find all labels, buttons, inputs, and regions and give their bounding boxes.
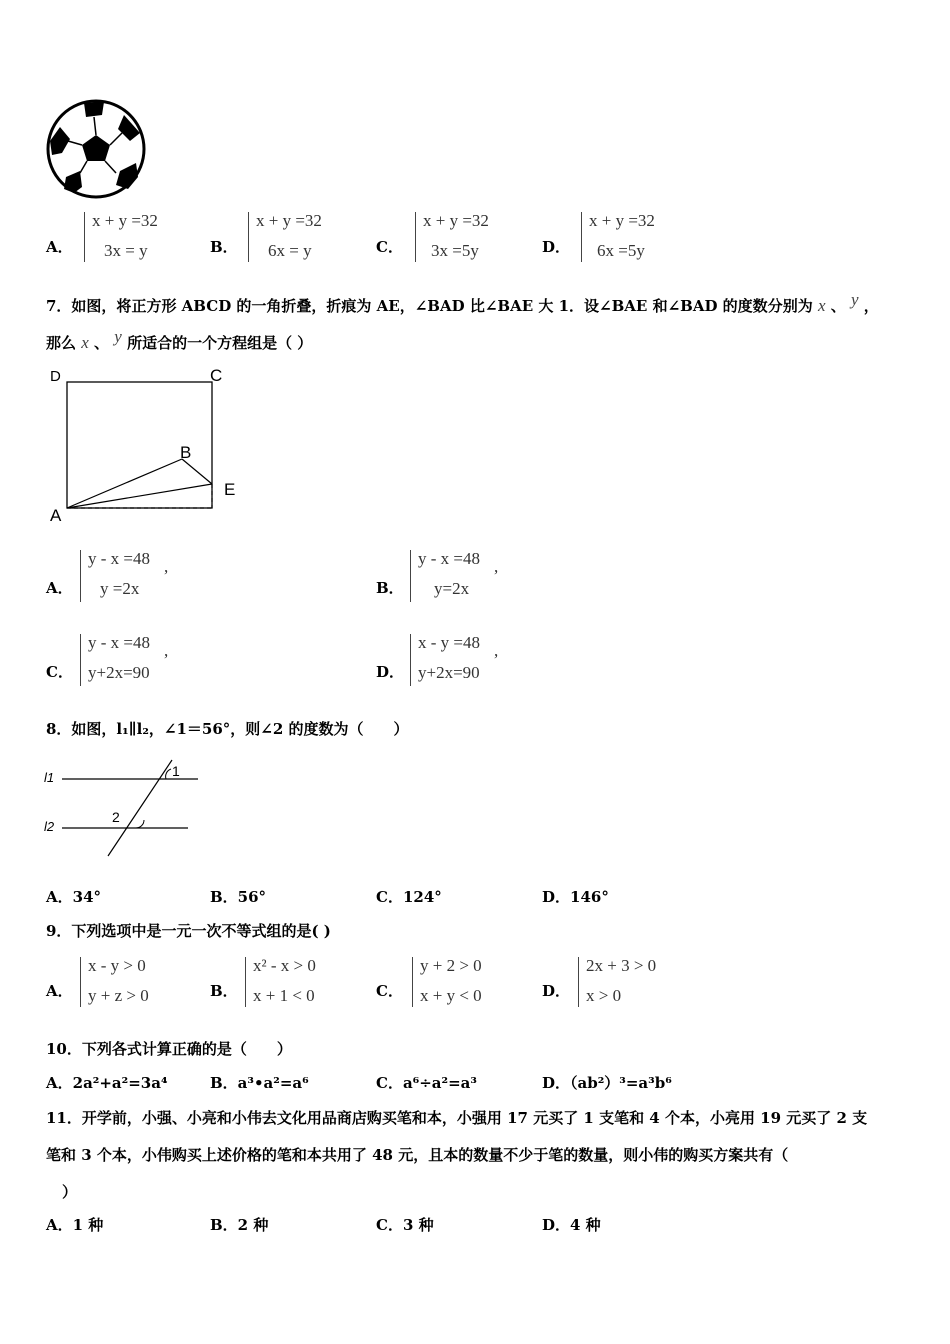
q9-c-line2: x + y < 0 xyxy=(420,986,482,1005)
q7-option-a-label: A． xyxy=(46,579,73,597)
q10-option-a: A．2a²+a²=3a⁴ xyxy=(46,1074,168,1092)
q9-option-c-brace xyxy=(412,957,419,1007)
q11-stem-line2: 笔和 3 个本，小伟购买上述价格的笔和本共用了 48 元，且本的数量不少于笔的数量，则小伟的购买方案共有（ xyxy=(46,1146,789,1164)
q9-stem: 9．下列选项中是一元一次不等式组的是( ) xyxy=(46,922,331,940)
q7-stem-suffix: 所适合的一个方程组是（ ） xyxy=(127,334,313,352)
q7-option-c-label: C． xyxy=(46,663,73,681)
q8-option-b: B．56° xyxy=(210,888,267,906)
q8-label-angle2: 2 xyxy=(112,809,120,825)
q7-sep2: 、 xyxy=(94,334,110,352)
q7-d-line1: x - y =48 xyxy=(418,633,480,652)
q7-label-b: B xyxy=(180,443,192,462)
q6-option-a-brace xyxy=(84,212,91,262)
q6-option-d-label: D． xyxy=(542,238,571,256)
q9-option-b-label: B． xyxy=(210,982,238,1000)
q10-option-d: D．（ab²）³=a³b⁶ xyxy=(542,1074,672,1092)
q9-b-line1: x² - x > 0 xyxy=(253,956,316,975)
soccer-ball-figure xyxy=(44,97,148,201)
q7-b-line1: y - x =48 xyxy=(418,549,480,568)
q11-option-c: C．3 种 xyxy=(376,1216,434,1234)
q7-option-c-brace xyxy=(80,634,87,686)
q7-b-tail: , xyxy=(494,557,499,576)
q9-option-a-label: A． xyxy=(46,982,73,1000)
q9-b-line2: x + 1 < 0 xyxy=(253,986,315,1005)
q9-d-line1: 2x + 3 > 0 xyxy=(586,956,657,975)
q6-d-line1: x + y =32 xyxy=(589,211,655,230)
q7-option-b-label: B． xyxy=(376,579,404,597)
q11-stem-line3: ） xyxy=(62,1183,78,1201)
q8-parallel-lines-figure xyxy=(40,756,210,862)
q9-option-b-brace xyxy=(245,957,252,1007)
q7-option-a-brace xyxy=(80,550,87,602)
q9-option-c-label: C． xyxy=(376,982,403,1000)
q6-b-line1: x + y =32 xyxy=(256,211,322,230)
q6-option-b-brace xyxy=(248,212,255,262)
q7-label-c: C xyxy=(210,366,223,385)
q6-option-c-brace xyxy=(415,212,422,262)
q7-label-a: A xyxy=(50,506,62,525)
q7-stem-line1 xyxy=(46,290,879,316)
q8-label-angle1: 1 xyxy=(172,763,180,779)
q11-stem-line1: 11．开学前，小强、小亮和小伟去文化用品商店购买笔和本，小强用 17 元买了 1 支笔和 4 个本，小亮用 19 元买了 2 支 xyxy=(46,1109,868,1127)
q7-c-tail: , xyxy=(164,641,169,660)
q7-var-x2: x xyxy=(81,333,89,352)
q6-option-b-label: B． xyxy=(210,238,238,256)
q6-b-line2: 6x = y xyxy=(268,241,312,260)
q7-c-line2: y+2x=90 xyxy=(88,663,150,682)
q7-option-d-label: D． xyxy=(376,663,405,681)
q7-var-x: x xyxy=(817,296,826,315)
q7-var-y: y xyxy=(850,290,859,309)
q10-option-b: B．a³•a²=a⁶ xyxy=(210,1074,309,1092)
q7-d-line2: y+2x=90 xyxy=(418,663,480,682)
q7-option-b-brace xyxy=(410,550,417,602)
q7-a-line1: y - x =48 xyxy=(88,549,150,568)
q9-option-a-brace xyxy=(80,957,87,1007)
q9-option-d-label: D． xyxy=(542,982,571,1000)
q7-a-line2: y =2x xyxy=(100,579,140,598)
q8-option-d: D．146° xyxy=(542,888,609,906)
q7-a-tail: , xyxy=(164,557,169,576)
q9-a-line1: x - y > 0 xyxy=(88,956,146,975)
q6-option-a-label: A． xyxy=(46,238,73,256)
q9-c-line1: y + 2 > 0 xyxy=(420,956,482,975)
q11-option-d: D．4 种 xyxy=(542,1216,601,1234)
q8-label-l1: l1 xyxy=(44,770,55,785)
q6-c-line1: x + y =32 xyxy=(423,211,489,230)
q8-option-a: A．34° xyxy=(46,888,102,906)
q7-label-d: D xyxy=(50,368,61,385)
q6-d-line2: 6x =5y xyxy=(597,241,645,260)
q7-d-tail: , xyxy=(494,641,499,660)
q7-stem-prefix: 那么 xyxy=(46,334,77,352)
q9-a-line2: y + z > 0 xyxy=(88,986,149,1005)
q10-stem: 10．下列各式计算正确的是（ ） xyxy=(46,1040,292,1058)
q9-d-line2: x > 0 xyxy=(586,986,622,1005)
q8-label-l2: l2 xyxy=(44,819,55,834)
q9-option-d-brace xyxy=(578,957,585,1007)
q11-option-b: B．2 种 xyxy=(210,1216,269,1234)
q7-label-e: E xyxy=(224,480,236,499)
q10-option-c: C．a⁶÷a²=a³ xyxy=(376,1074,477,1092)
q7-sep: 、 xyxy=(830,297,846,315)
q6-a-line1: x + y =32 xyxy=(92,211,158,230)
q6-option-c-label: C． xyxy=(376,238,403,256)
q7-option-d-brace xyxy=(410,634,417,686)
q6-c-line2: 3x =5y xyxy=(431,241,479,260)
q8-stem: 8．如图，l₁∥l₂，∠1＝56°，则∠2 的度数为（ ） xyxy=(46,720,409,738)
q7-c-line1: y - x =48 xyxy=(88,633,150,652)
q11-option-a: A．1 种 xyxy=(46,1216,104,1234)
q7-square-figure xyxy=(44,364,254,528)
q7-stem-line2 xyxy=(46,327,313,353)
q7-stem-text: 7．如图，将正方形 ABCD 的一角折叠，折痕为 AE，∠BAD 比∠BAE 大 1．设∠BAE 和∠BAD 的度数分别为 xyxy=(46,297,813,315)
q7-var-y2: y xyxy=(114,327,122,346)
q7-comma: ， xyxy=(863,297,879,315)
q8-option-c: C．124° xyxy=(376,888,442,906)
q6-option-d-brace xyxy=(581,212,588,262)
q7-b-line2: y=2x xyxy=(434,579,470,598)
q6-a-line2: 3x = y xyxy=(104,241,148,260)
